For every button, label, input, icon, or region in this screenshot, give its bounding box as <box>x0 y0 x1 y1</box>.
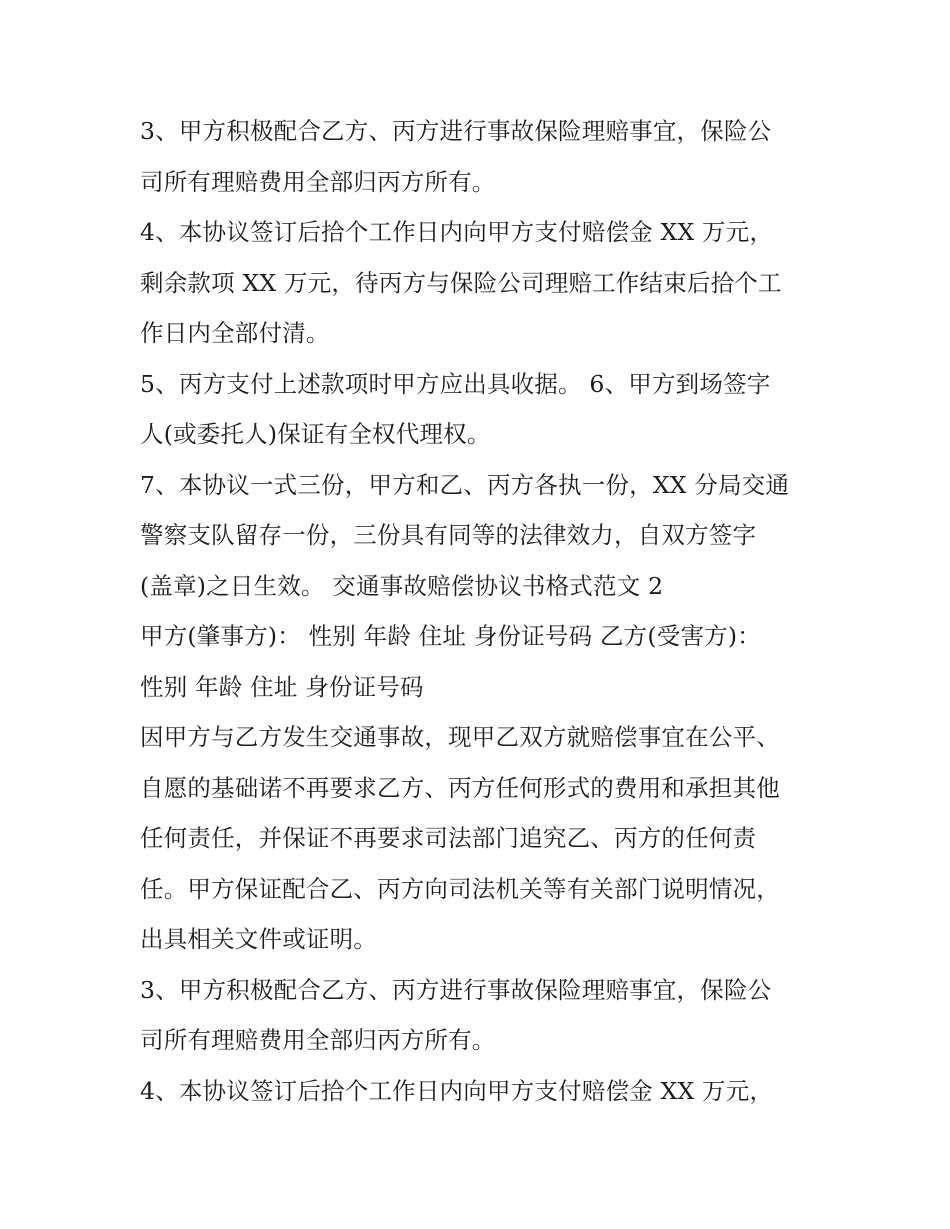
text-line: 人(或委托人)保证有全权代理权。 <box>140 420 491 448</box>
text-line: 任。甲方保证配合乙、丙方向司法机关等有关部门说明情况， <box>140 874 780 903</box>
text-line: 3、甲方积极配合乙方、丙方进行事故保险理赔事宜，保险公 <box>140 975 772 1004</box>
text-line: 性别 年龄 住址 身份证号码 <box>140 672 424 701</box>
text-line: 5、丙方支付上述款项时甲方应出具收据。 6、甲方到场签字 <box>140 369 771 398</box>
text-line: 司所有理赔费用全部归丙方所有。 <box>140 167 496 196</box>
text-line: (盖章)之日生效。 交通事故赔偿协议书格式范文 2 <box>140 571 664 600</box>
text-line: 4、本协议签订后拾个工作日内向甲方支付赔偿金 XX 万元， <box>140 218 774 246</box>
text-line: 警察支队留存一份，三份具有同等的法律效力，自双方签字 <box>140 521 757 549</box>
text-line: 司所有理赔费用全部归丙方所有。 <box>140 1026 496 1054</box>
text-line: 4、本协议签订后拾个工作日内向甲方支付赔偿金 XX 万元， <box>140 1076 774 1105</box>
text-line: 任何责任，并保证不再要求司法部门追究乙、丙方的任何责 <box>140 824 757 852</box>
text-line: 剩余款项 XX 万元，待丙方与保险公司理赔工作结束后拾个工 <box>140 268 782 297</box>
text-line: 出具相关文件或证明。 <box>140 925 377 953</box>
text-line: 甲方(肇事方)： 性别 年龄 住址 身份证号码 乙方(受害方)： <box>140 622 761 650</box>
text-line: 自愿的基础诺不再要求乙方、丙方任何形式的费用和承担其他 <box>140 773 780 802</box>
text-line: 7、本协议一式三份，甲方和乙、丙方各执一份，XX 分局交通 <box>140 470 790 499</box>
text-line: 作日内全部付清。 <box>140 319 330 347</box>
document-body <box>140 106 830 1116</box>
text-line: 3、甲方积极配合乙方、丙方进行事故保险理赔事宜，保险公 <box>140 117 772 145</box>
text-line: 因甲方与乙方发生交通事故，现甲乙双方就赔偿事宜在公平、 <box>140 723 780 751</box>
